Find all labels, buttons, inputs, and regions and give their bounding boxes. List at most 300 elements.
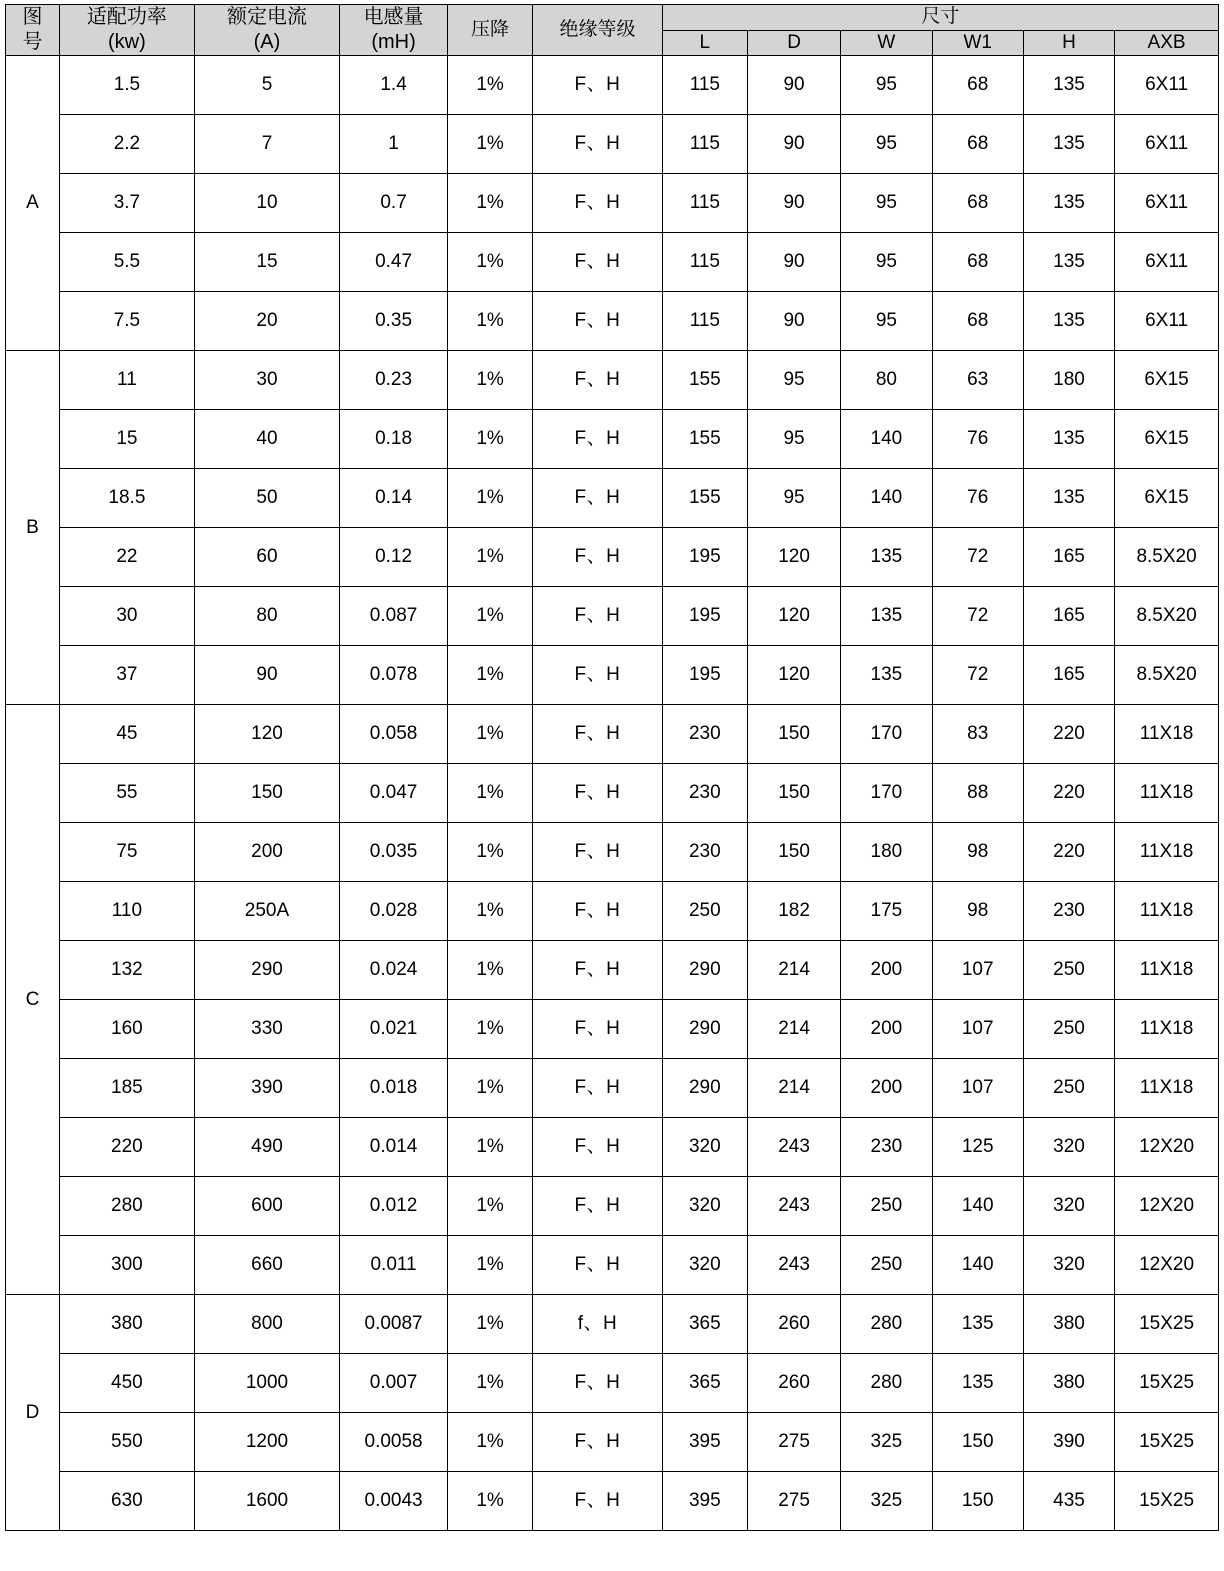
table-body	[6, 56, 1219, 1531]
cell-insulation: F、H	[533, 646, 663, 705]
cell-dim-D: 275	[747, 1472, 840, 1531]
cell-insulation: F、H	[533, 292, 663, 351]
cell-group-label: A	[6, 56, 60, 351]
cell-voltage-drop: 1%	[448, 56, 533, 115]
cell-inductance: 0.011	[340, 1236, 448, 1295]
cell-power: 185	[59, 1059, 194, 1118]
cell-voltage-drop: 1%	[448, 941, 533, 1000]
cell-inductance: 0.12	[340, 528, 448, 587]
cell-dim-AXB: 6X11	[1115, 233, 1219, 292]
cell-dim-D: 260	[747, 1295, 840, 1354]
cell-dim-D: 214	[747, 941, 840, 1000]
cell-current: 40	[194, 410, 339, 469]
cell-dim-D: 243	[747, 1236, 840, 1295]
cell-dim-H: 135	[1023, 292, 1114, 351]
cell-dim-W: 200	[841, 941, 932, 1000]
cell-dim-AXB: 15X25	[1115, 1413, 1219, 1472]
cell-dim-W: 95	[841, 115, 932, 174]
cell-dim-L: 230	[662, 823, 747, 882]
cell-dim-H: 165	[1023, 587, 1114, 646]
cell-dim-W: 280	[841, 1354, 932, 1413]
cell-dim-L: 365	[662, 1295, 747, 1354]
cell-dim-D: 120	[747, 646, 840, 705]
cell-dim-W: 200	[841, 1059, 932, 1118]
header-dim-H: H	[1023, 30, 1114, 56]
cell-dim-W1: 68	[932, 115, 1023, 174]
cell-dim-AXB: 6X11	[1115, 174, 1219, 233]
cell-voltage-drop: 1%	[448, 528, 533, 587]
cell-power: 55	[59, 764, 194, 823]
cell-insulation: F、H	[533, 823, 663, 882]
cell-insulation: F、H	[533, 1177, 663, 1236]
cell-dim-AXB: 8.5X20	[1115, 646, 1219, 705]
cell-dim-W1: 83	[932, 705, 1023, 764]
cell-power: 220	[59, 1118, 194, 1177]
cell-dim-W: 170	[841, 705, 932, 764]
cell-voltage-drop: 1%	[448, 115, 533, 174]
cell-dim-H: 380	[1023, 1354, 1114, 1413]
cell-dim-W: 95	[841, 56, 932, 115]
cell-current: 800	[194, 1295, 339, 1354]
cell-power: 630	[59, 1472, 194, 1531]
cell-insulation: F、H	[533, 1413, 663, 1472]
cell-dim-W: 280	[841, 1295, 932, 1354]
table-row	[6, 56, 1219, 115]
cell-insulation: F、H	[533, 56, 663, 115]
header-power	[59, 5, 194, 56]
cell-dim-D: 90	[747, 115, 840, 174]
cell-power: 7.5	[59, 292, 194, 351]
cell-dim-W: 140	[841, 469, 932, 528]
cell-dim-L: 195	[662, 646, 747, 705]
table-row	[6, 469, 1219, 528]
cell-insulation: F、H	[533, 882, 663, 941]
cell-dim-H: 320	[1023, 1236, 1114, 1295]
cell-dim-D: 95	[747, 469, 840, 528]
cell-dim-L: 395	[662, 1472, 747, 1531]
cell-power: 37	[59, 646, 194, 705]
cell-voltage-drop: 1%	[448, 410, 533, 469]
header-group	[6, 5, 60, 56]
cell-dim-W1: 63	[932, 351, 1023, 410]
cell-dim-AXB: 12X20	[1115, 1177, 1219, 1236]
cell-dim-AXB: 12X20	[1115, 1236, 1219, 1295]
cell-insulation: F、H	[533, 1059, 663, 1118]
header-group-line2: 号	[22, 31, 43, 53]
cell-dim-AXB: 15X25	[1115, 1354, 1219, 1413]
cell-dim-W1: 68	[932, 56, 1023, 115]
cell-power: 132	[59, 941, 194, 1000]
cell-dim-L: 320	[662, 1118, 747, 1177]
cell-dim-L: 365	[662, 1354, 747, 1413]
cell-dim-D: 150	[747, 823, 840, 882]
cell-dim-W1: 125	[932, 1118, 1023, 1177]
cell-group-label: B	[6, 351, 60, 705]
cell-current: 250A	[194, 882, 339, 941]
cell-insulation: F、H	[533, 410, 663, 469]
cell-current: 1000	[194, 1354, 339, 1413]
cell-insulation: F、H	[533, 1236, 663, 1295]
cell-current: 1600	[194, 1472, 339, 1531]
header-dim-W1: W1	[932, 30, 1023, 56]
cell-insulation: F、H	[533, 1118, 663, 1177]
cell-dim-AXB: 15X25	[1115, 1472, 1219, 1531]
cell-voltage-drop: 1%	[448, 292, 533, 351]
cell-dim-D: 90	[747, 56, 840, 115]
cell-voltage-drop: 1%	[448, 646, 533, 705]
header-current-label: 额定电流	[226, 6, 307, 28]
cell-current: 90	[194, 646, 339, 705]
cell-inductance: 0.007	[340, 1354, 448, 1413]
cell-dim-H: 250	[1023, 941, 1114, 1000]
cell-inductance: 0.021	[340, 1000, 448, 1059]
cell-current: 490	[194, 1118, 339, 1177]
cell-dim-H: 320	[1023, 1118, 1114, 1177]
cell-inductance: 0.23	[340, 351, 448, 410]
header-current-unit: (A)	[253, 31, 281, 53]
cell-group-label: D	[6, 1295, 60, 1531]
cell-current: 60	[194, 528, 339, 587]
cell-voltage-drop: 1%	[448, 1354, 533, 1413]
cell-current: 1200	[194, 1413, 339, 1472]
header-dim-W: W	[841, 30, 932, 56]
cell-inductance: 0.087	[340, 587, 448, 646]
header-dimensions: 尺寸	[662, 5, 1218, 31]
cell-inductance: 0.0087	[340, 1295, 448, 1354]
header-power-label: 适配功率	[86, 6, 167, 28]
cell-dim-D: 90	[747, 292, 840, 351]
cell-dim-W: 140	[841, 410, 932, 469]
table-row	[6, 1059, 1219, 1118]
cell-dim-W: 175	[841, 882, 932, 941]
header-dim-L: L	[662, 30, 747, 56]
cell-dim-W: 95	[841, 292, 932, 351]
cell-current: 330	[194, 1000, 339, 1059]
cell-power: 5.5	[59, 233, 194, 292]
cell-power: 3.7	[59, 174, 194, 233]
cell-dim-W: 135	[841, 587, 932, 646]
cell-power: 22	[59, 528, 194, 587]
cell-current: 30	[194, 351, 339, 410]
cell-dim-L: 155	[662, 410, 747, 469]
cell-insulation: F、H	[533, 115, 663, 174]
cell-dim-AXB: 6X15	[1115, 469, 1219, 528]
header-inductance-unit: (mH)	[371, 31, 416, 53]
cell-voltage-drop: 1%	[448, 1059, 533, 1118]
cell-inductance: 0.0043	[340, 1472, 448, 1531]
cell-insulation: F、H	[533, 941, 663, 1000]
cell-dim-H: 135	[1023, 115, 1114, 174]
cell-dim-AXB: 15X25	[1115, 1295, 1219, 1354]
cell-dim-H: 220	[1023, 823, 1114, 882]
cell-dim-W: 325	[841, 1472, 932, 1531]
cell-dim-AXB: 6X11	[1115, 56, 1219, 115]
cell-dim-D: 150	[747, 705, 840, 764]
cell-dim-L: 320	[662, 1236, 747, 1295]
table-row	[6, 1118, 1219, 1177]
cell-current: 390	[194, 1059, 339, 1118]
cell-power: 18.5	[59, 469, 194, 528]
cell-dim-H: 135	[1023, 233, 1114, 292]
cell-voltage-drop: 1%	[448, 764, 533, 823]
cell-dim-L: 290	[662, 941, 747, 1000]
table-row	[6, 233, 1219, 292]
cell-dim-W1: 150	[932, 1413, 1023, 1472]
cell-insulation: F、H	[533, 1354, 663, 1413]
cell-insulation: F、H	[533, 764, 663, 823]
cell-inductance: 0.035	[340, 823, 448, 882]
cell-inductance: 0.047	[340, 764, 448, 823]
cell-current: 120	[194, 705, 339, 764]
cell-dim-W1: 72	[932, 587, 1023, 646]
cell-dim-D: 182	[747, 882, 840, 941]
cell-dim-L: 115	[662, 56, 747, 115]
cell-current: 50	[194, 469, 339, 528]
cell-dim-AXB: 6X11	[1115, 115, 1219, 174]
cell-dim-W1: 107	[932, 941, 1023, 1000]
table-row	[6, 1000, 1219, 1059]
cell-dim-D: 243	[747, 1177, 840, 1236]
cell-voltage-drop: 1%	[448, 1413, 533, 1472]
cell-dim-H: 135	[1023, 410, 1114, 469]
cell-dim-L: 230	[662, 705, 747, 764]
cell-insulation: F、H	[533, 351, 663, 410]
table-row	[6, 410, 1219, 469]
cell-dim-D: 214	[747, 1000, 840, 1059]
header-insulation: 绝缘等级	[533, 5, 663, 56]
cell-dim-D: 150	[747, 764, 840, 823]
cell-insulation: F、H	[533, 587, 663, 646]
cell-dim-W: 325	[841, 1413, 932, 1472]
cell-dim-W: 135	[841, 646, 932, 705]
cell-dim-H: 220	[1023, 764, 1114, 823]
cell-dim-W1: 68	[932, 174, 1023, 233]
table-row	[6, 646, 1219, 705]
cell-inductance: 0.18	[340, 410, 448, 469]
cell-current: 5	[194, 56, 339, 115]
cell-dim-W1: 76	[932, 469, 1023, 528]
cell-inductance: 0.012	[340, 1177, 448, 1236]
header-inductance-label: 电感量	[363, 6, 424, 28]
cell-dim-D: 120	[747, 528, 840, 587]
cell-dim-W: 135	[841, 528, 932, 587]
table-row	[6, 174, 1219, 233]
cell-voltage-drop: 1%	[448, 351, 533, 410]
cell-inductance: 0.7	[340, 174, 448, 233]
cell-dim-H: 180	[1023, 351, 1114, 410]
cell-dim-H: 380	[1023, 1295, 1114, 1354]
cell-dim-D: 120	[747, 587, 840, 646]
cell-dim-W1: 107	[932, 1000, 1023, 1059]
cell-inductance: 0.024	[340, 941, 448, 1000]
header-dim-AXB: AXB	[1115, 30, 1219, 56]
cell-dim-L: 195	[662, 528, 747, 587]
header-current	[194, 5, 339, 56]
cell-current: 150	[194, 764, 339, 823]
cell-dim-AXB: 6X15	[1115, 351, 1219, 410]
cell-power: 45	[59, 705, 194, 764]
cell-inductance: 0.014	[340, 1118, 448, 1177]
table-row	[6, 115, 1219, 174]
cell-voltage-drop: 1%	[448, 587, 533, 646]
header-inductance	[340, 5, 448, 56]
cell-voltage-drop: 1%	[448, 469, 533, 528]
cell-power: 15	[59, 410, 194, 469]
cell-current: 10	[194, 174, 339, 233]
cell-current: 80	[194, 587, 339, 646]
cell-power: 450	[59, 1354, 194, 1413]
table-row	[6, 351, 1219, 410]
cell-power: 300	[59, 1236, 194, 1295]
table-row	[6, 528, 1219, 587]
cell-power: 380	[59, 1295, 194, 1354]
cell-insulation: F、H	[533, 528, 663, 587]
cell-inductance: 0.028	[340, 882, 448, 941]
cell-dim-H: 435	[1023, 1472, 1114, 1531]
header-voltage-drop: 压降	[448, 5, 533, 56]
table-row	[6, 705, 1219, 764]
cell-dim-AXB: 11X18	[1115, 705, 1219, 764]
cell-voltage-drop: 1%	[448, 1118, 533, 1177]
cell-inductance: 1	[340, 115, 448, 174]
cell-dim-D: 95	[747, 410, 840, 469]
header-power-unit: (kw)	[108, 31, 146, 53]
cell-dim-AXB: 11X18	[1115, 1000, 1219, 1059]
cell-voltage-drop: 1%	[448, 1236, 533, 1295]
cell-inductance: 0.018	[340, 1059, 448, 1118]
table-row	[6, 823, 1219, 882]
cell-dim-W: 230	[841, 1118, 932, 1177]
cell-inductance: 0.058	[340, 705, 448, 764]
cell-dim-W: 200	[841, 1000, 932, 1059]
cell-inductance: 0.0058	[340, 1413, 448, 1472]
cell-power: 2.2	[59, 115, 194, 174]
cell-dim-H: 165	[1023, 528, 1114, 587]
cell-inductance: 1.4	[340, 56, 448, 115]
table-row	[6, 1236, 1219, 1295]
cell-dim-H: 250	[1023, 1000, 1114, 1059]
cell-dim-AXB: 6X15	[1115, 410, 1219, 469]
table-row	[6, 941, 1219, 1000]
cell-dim-H: 135	[1023, 174, 1114, 233]
cell-dim-W1: 72	[932, 528, 1023, 587]
cell-insulation: f、H	[533, 1295, 663, 1354]
cell-dim-W: 95	[841, 233, 932, 292]
cell-dim-L: 115	[662, 174, 747, 233]
cell-dim-D: 243	[747, 1118, 840, 1177]
cell-power: 550	[59, 1413, 194, 1472]
cell-dim-AXB: 12X20	[1115, 1118, 1219, 1177]
cell-dim-H: 230	[1023, 882, 1114, 941]
cell-dim-W1: 98	[932, 882, 1023, 941]
cell-current: 200	[194, 823, 339, 882]
cell-dim-W: 250	[841, 1177, 932, 1236]
cell-voltage-drop: 1%	[448, 1000, 533, 1059]
cell-dim-AXB: 11X18	[1115, 1059, 1219, 1118]
cell-dim-L: 155	[662, 469, 747, 528]
cell-power: 1.5	[59, 56, 194, 115]
cell-dim-H: 135	[1023, 469, 1114, 528]
cell-current: 7	[194, 115, 339, 174]
cell-dim-W1: 88	[932, 764, 1023, 823]
cell-power: 280	[59, 1177, 194, 1236]
cell-dim-AXB: 8.5X20	[1115, 587, 1219, 646]
cell-insulation: F、H	[533, 233, 663, 292]
cell-power: 110	[59, 882, 194, 941]
cell-dim-W: 170	[841, 764, 932, 823]
cell-voltage-drop: 1%	[448, 1295, 533, 1354]
cell-insulation: F、H	[533, 469, 663, 528]
table-row	[6, 882, 1219, 941]
cell-dim-W1: 68	[932, 292, 1023, 351]
cell-dim-AXB: 11X18	[1115, 882, 1219, 941]
header-group-line1: 图	[22, 6, 43, 28]
cell-dim-L: 115	[662, 292, 747, 351]
cell-dim-D: 90	[747, 174, 840, 233]
cell-dim-H: 390	[1023, 1413, 1114, 1472]
cell-current: 15	[194, 233, 339, 292]
cell-dim-D: 90	[747, 233, 840, 292]
cell-group-label: C	[6, 705, 60, 1295]
cell-dim-D: 95	[747, 351, 840, 410]
cell-dim-D: 260	[747, 1354, 840, 1413]
cell-power: 30	[59, 587, 194, 646]
header-dim-D: D	[747, 30, 840, 56]
table-row	[6, 292, 1219, 351]
cell-dim-AXB: 11X18	[1115, 823, 1219, 882]
cell-dim-W: 80	[841, 351, 932, 410]
cell-dim-W: 250	[841, 1236, 932, 1295]
cell-insulation: F、H	[533, 1000, 663, 1059]
cell-dim-AXB: 8.5X20	[1115, 528, 1219, 587]
table-row	[6, 1354, 1219, 1413]
cell-power: 75	[59, 823, 194, 882]
cell-voltage-drop: 1%	[448, 1472, 533, 1531]
cell-dim-L: 115	[662, 233, 747, 292]
table-row	[6, 587, 1219, 646]
cell-dim-W1: 135	[932, 1295, 1023, 1354]
cell-current: 290	[194, 941, 339, 1000]
cell-voltage-drop: 1%	[448, 233, 533, 292]
table-header	[6, 5, 1219, 56]
header-row-main	[6, 5, 1219, 31]
cell-dim-W1: 72	[932, 646, 1023, 705]
cell-dim-W1: 135	[932, 1354, 1023, 1413]
cell-voltage-drop: 1%	[448, 882, 533, 941]
cell-dim-H: 320	[1023, 1177, 1114, 1236]
cell-dim-L: 195	[662, 587, 747, 646]
cell-dim-L: 230	[662, 764, 747, 823]
cell-dim-W1: 76	[932, 410, 1023, 469]
cell-current: 660	[194, 1236, 339, 1295]
cell-voltage-drop: 1%	[448, 1177, 533, 1236]
cell-dim-W1: 68	[932, 233, 1023, 292]
cell-current: 600	[194, 1177, 339, 1236]
cell-dim-W1: 107	[932, 1059, 1023, 1118]
cell-inductance: 0.14	[340, 469, 448, 528]
cell-insulation: F、H	[533, 1472, 663, 1531]
cell-dim-W: 95	[841, 174, 932, 233]
table-row	[6, 1472, 1219, 1531]
table-row	[6, 1295, 1219, 1354]
cell-inductance: 0.078	[340, 646, 448, 705]
cell-voltage-drop: 1%	[448, 823, 533, 882]
cell-dim-W1: 150	[932, 1472, 1023, 1531]
table-row	[6, 1413, 1219, 1472]
cell-dim-H: 135	[1023, 56, 1114, 115]
cell-dim-H: 165	[1023, 646, 1114, 705]
cell-dim-W1: 140	[932, 1236, 1023, 1295]
